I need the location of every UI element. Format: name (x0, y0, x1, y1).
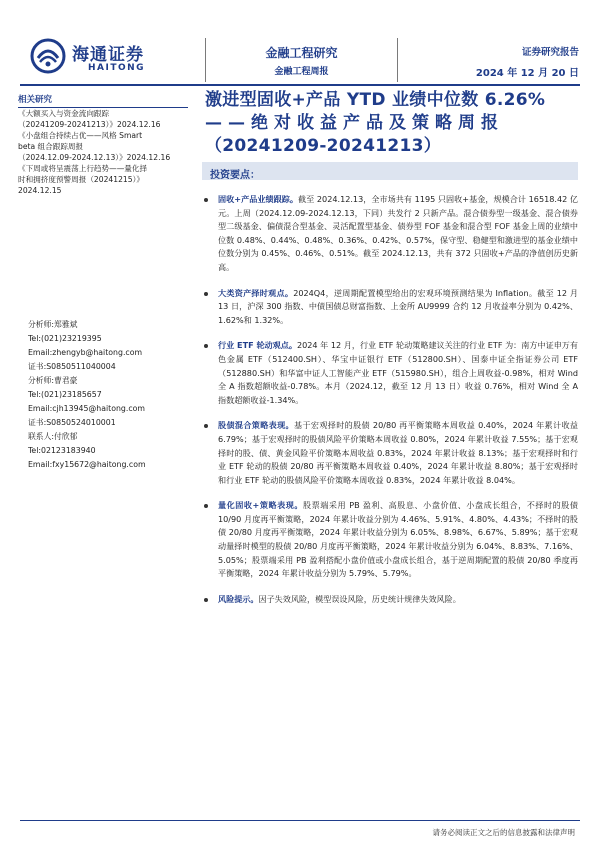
key-point-lead: 行业 ETF 轮动观点。 (218, 340, 297, 351)
report-line[interactable]: beta 组合跟踪周报 (18, 142, 84, 151)
report-line[interactable]: 《小盘组合持续占优——风格 Smart (18, 131, 143, 140)
report-line[interactable]: （2024.12.09-2024.12.13）》2024.12.16 (18, 153, 171, 162)
analyst-tel: Tel:(021)23185657 (28, 390, 102, 399)
key-point-text: 2024Q4，逆周期配置模型给出的宏观环境预测结果为 Inflation。截至 12 月 13 日，沪深 300 指数、中债国债总财富指数、上金所 AU9999 合约 12 月收益率分别为 0.42%、1.62%和 1.32%。 (218, 287, 578, 325)
key-point-text: 2024 年 12 月，行业 ETF 轮动策略建议关注的行业 ETF 为：南方中证申万有色金属 ETF（512400.SH）、华宝中证银行 ETF（512800.SH）、国泰中证全指证券公司 ETF（512880.SH）和华富中证人工智能产业 ETF（515980.SH），组合上周收益-0.98%，相对 Wind 全 A 指数超额收益-0.78%。本月（2024.12，截至 12 月 13 日）收益 0.76%，相对 Wind 全 A 指数超额收益-1.34%。 (218, 340, 579, 405)
report-line[interactable]: 时和拥挤度预警周报（20241215）》 (18, 175, 144, 184)
report-line[interactable]: （20241209-20241213）》2024.12.16 (18, 120, 161, 129)
related-research-heading: 相关研究 (18, 93, 188, 108)
bullet-dot-icon (204, 424, 208, 428)
report-date: 2024 年 12 月 20 日 (475, 68, 579, 79)
haitong-logo-icon (30, 38, 66, 74)
company-logo (30, 36, 190, 80)
key-point (200, 499, 578, 581)
report-line[interactable]: 《大额买入与资金流向跟踪 (18, 109, 110, 118)
key-point-lead: 大类资产择时观点。 (218, 287, 294, 298)
key-point-lead: 风险提示。 (218, 593, 259, 604)
sidebar (18, 93, 188, 108)
report-type: 证券研究报告 (521, 47, 579, 58)
bullet-dot-icon (204, 198, 208, 202)
header-divider (397, 38, 398, 82)
analyst-email[interactable]: Email:zhengyb@haitong.com (28, 348, 143, 357)
key-point (200, 193, 578, 275)
title-line: （20241209-20241213） (205, 136, 442, 156)
title-line: 激进型固收+产品 YTD 业绩中位数 6.26% (205, 90, 546, 110)
key-point-text: 因子失效风险，模型误设风险，历史统计规律失效风险。 (258, 593, 461, 604)
analyst-name: 分析师:郑雅斌 (28, 320, 78, 329)
bullet-dot-icon (204, 344, 208, 348)
bullet-dot-icon (204, 504, 208, 508)
analyst-cert: 证书:S0850524010001 (28, 418, 116, 427)
analyst-name: 分析师:曹君豪 (28, 376, 78, 385)
key-point-text: 基于宏观择时的股债 20/80 再平衡策略本周收益 0.40%，2024 年累计收益 6.79%；基于宏观择时的股债风险平价策略本周收益 0.80%，2024 年累计收益 7.55%；基于宏观择时的股、债、黄金风险平价策略本周收益 0.83%，2024 年累计收益 8.13%；基于宏观择时和行业 ETF 轮动的股债 20/80 再平衡策略本周收益 0.40%，2024 年累计收益 8.80%；基于宏观择时和行业 ETF 轮动的股债风险平价策略本周收益 0.83%，2024 年累计收益 8.04%。 (218, 420, 578, 485)
section-heading: 投资要点： (210, 170, 260, 181)
logo-en-text: HAITONG (88, 63, 146, 73)
key-point (200, 419, 578, 487)
analyst-contacts (28, 318, 193, 472)
contact-name: 联系人:付欣郁 (28, 432, 78, 441)
key-point-lead: 量化固收+策略表现。 (218, 500, 303, 511)
analyst-email[interactable]: Email:cjh13945@haitong.com (28, 404, 145, 413)
logo-cn-text: 海通证券 (72, 45, 144, 65)
key-point (200, 593, 578, 607)
analyst-tel: Tel:(021)23219395 (28, 334, 102, 343)
key-point-text: 股票端采用 PB 盈利、高股息、小盘价值、小盘成长组合，不择时的股债 10/90 月度再平衡策略，2024 年累计收益分别为 4.46%、5.91%、4.80%、4.43%；不择时的股债 20/80 月度再平衡策略，2024 年累计收益分别为 6.05%、8.98%、6.67%、5.89%；基于宏观动量择时模型的股债 20/80 月度再平衡策略，2024 年累计收益分别为 6.04%、8.83%、7.16%、5.05%；股票端采用 PB 盈利搭配小盘价值或小盘成长组合，基于逆周期配置的股债 20/80 季度再平衡策略，2024 年累计收益分别为 5.79%、5.79%。 (218, 500, 578, 579)
key-point-lead: 股债混合策略表现。 (218, 420, 294, 431)
header-category: 金融工程研究 (265, 46, 338, 60)
footer-rule (20, 820, 580, 821)
key-point-lead: 固收+产品业绩跟踪。 (218, 194, 299, 204)
header-rule (20, 84, 580, 86)
bullet-dot-icon (204, 598, 208, 602)
contact-email[interactable]: Email:fxy15672@haitong.com (28, 460, 146, 469)
report-line[interactable]: 2024.12.15 (18, 186, 62, 195)
key-point (200, 339, 578, 407)
key-points (200, 193, 578, 618)
report-title (205, 89, 575, 158)
contact-tel: Tel:02123183940 (28, 446, 96, 455)
footer-disclaimer[interactable]: 请务必阅读正文之后的信息披露和法律声明 (432, 828, 575, 837)
report-line[interactable]: 《下周或将呈震荡上行趋势——量化择 (18, 164, 148, 173)
title-line: ——绝对收益产品及策略周报 (205, 113, 504, 133)
key-point-text: 截至 2024.12.13，全市场共有 1195 只固收+基金，规模合计 16518.42 亿元。上周（2024.12.09-2024.12.13，下同）共发行 2 只新产品。混合债券型一级基金、混合债券型二级基金、偏债混合型基金、灵活配置型基金、债券型 FOF 基金和混合型 FOF 基金上周的业绩中位数 0.48%、0.44%、0.48%、0.36%、0.42%、0.57%，保守型、稳健型和激进型的基金业绩中位数分别为 0.45%、0.46%、0.51%。截至 2024.12.13，共有 372 只固收+产品的净值创历史新高。 (218, 194, 578, 272)
analyst-cert: 证书:S0850511040004 (28, 362, 116, 371)
bullet-dot-icon (204, 292, 208, 296)
related-reports-list (18, 108, 190, 196)
key-point (200, 287, 578, 328)
header-subcategory: 金融工程周报 (274, 67, 329, 77)
